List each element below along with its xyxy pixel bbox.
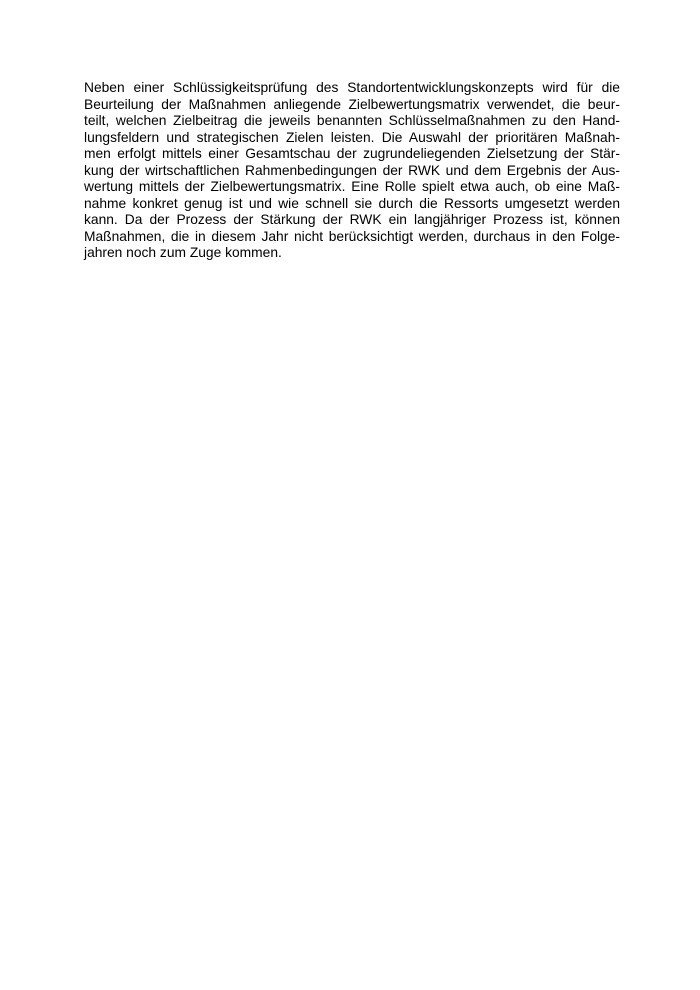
paragraph-line: kung der wirtschaftlichen Rahmenbedingungen der RWK und dem Ergebnis der Aus- (84, 162, 620, 178)
paragraph-line: teilt, welchen Zielbeitrag die jeweils benannten Schlüsselmaßnahmen zu den Hand- (84, 113, 620, 128)
paragraph-line: wertung mittels der Zielbewertungsmatrix. Eine Rolle spielt etwa auch, ob eine Maß- (84, 179, 620, 194)
paragraph-line: jahren noch zum Zuge kommen. (84, 245, 282, 260)
paragraph-line: Beurteilung der Maßnahmen anliegende Zielbewertungsmatrix verwendet, die beur- (84, 96, 620, 112)
paragraph-line: kann. Da der Prozess der Stärkung der RWK ein langjähriger Prozess ist, können (84, 212, 620, 227)
paragraph-line: men erfolgt mittels einer Gesamtschau der zugrundeliegenden Zielsetzung der Stär- (84, 146, 620, 161)
paragraph (84, 80, 620, 262)
paragraph-line: lungsfeldern und strategischen Zielen leisten. Die Auswahl der prioritären Maßnah- (84, 129, 620, 145)
paragraph-line: Maßnahmen, die in diesem Jahr nicht berücksichtigt werden, durchaus in den Folge- (84, 228, 620, 244)
paragraph-line: nahme konkret genug ist und wie schnell sie durch die Ressorts umgesetzt werden (84, 195, 620, 211)
paragraph-line: Neben einer Schlüssigkeitsprüfung des Standortentwicklungskonzepts wird für die (84, 80, 620, 95)
